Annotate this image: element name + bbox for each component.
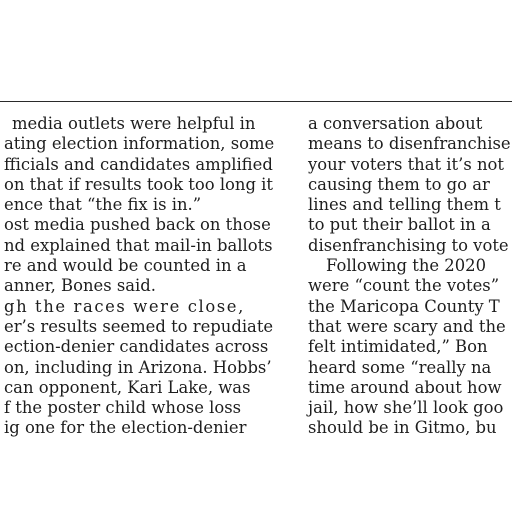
left-line: f the poster child whose loss	[4, 398, 242, 418]
top-rule	[0, 101, 512, 102]
left-line: ence that “the fix is in.”	[4, 195, 202, 215]
right-line: Following the 2020	[326, 256, 486, 276]
right-column	[308, 114, 512, 439]
right-line: your voters that it’s not	[308, 154, 504, 174]
left-column	[0, 114, 283, 439]
left-line: can opponent, Kari Lake, was	[4, 377, 251, 397]
left-line: ig one for the election-denier	[4, 418, 247, 438]
left-line: fficials and candidates amplified	[4, 154, 273, 174]
left-line: ating election information, some	[4, 134, 275, 154]
left-line: gh the races were close,	[4, 296, 245, 316]
right-line: lines and telling them t	[308, 195, 501, 215]
right-line: causing them to go ar	[308, 174, 490, 194]
right-line: jail, how she’ll look goo	[308, 398, 504, 418]
left-line: on, including in Arizona. Hobbs’	[4, 357, 272, 377]
right-line: a conversation about	[308, 114, 483, 133]
right-line: disenfranchising to vote	[308, 235, 509, 255]
right-line: should be in Gitmo, bu	[308, 418, 497, 438]
right-line: felt intimidated,” Bon	[308, 337, 488, 357]
left-line: nd explained that mail-in ballots	[4, 235, 273, 255]
right-line: time around about how	[308, 377, 502, 397]
right-line: means to disenfranchise	[308, 134, 511, 154]
left-line: anner, Bones said.	[4, 276, 156, 296]
left-line: media outlets were helpful in	[12, 114, 256, 133]
left-line: er’s results seemed to repudiate	[4, 316, 274, 336]
right-line: heard some “really na	[308, 357, 492, 377]
left-line: re and would be counted in a	[4, 256, 247, 276]
right-line: the Maricopa County T	[308, 296, 500, 316]
right-line: to put their ballot in a	[308, 215, 491, 235]
left-line: ost media pushed back on those	[4, 215, 271, 235]
left-line: on that if results took too long it	[4, 174, 274, 194]
left-line: ection-denier candidates across	[4, 337, 269, 357]
right-line: that were scary and the	[308, 316, 506, 336]
right-line: were “count the votes”	[308, 276, 500, 296]
